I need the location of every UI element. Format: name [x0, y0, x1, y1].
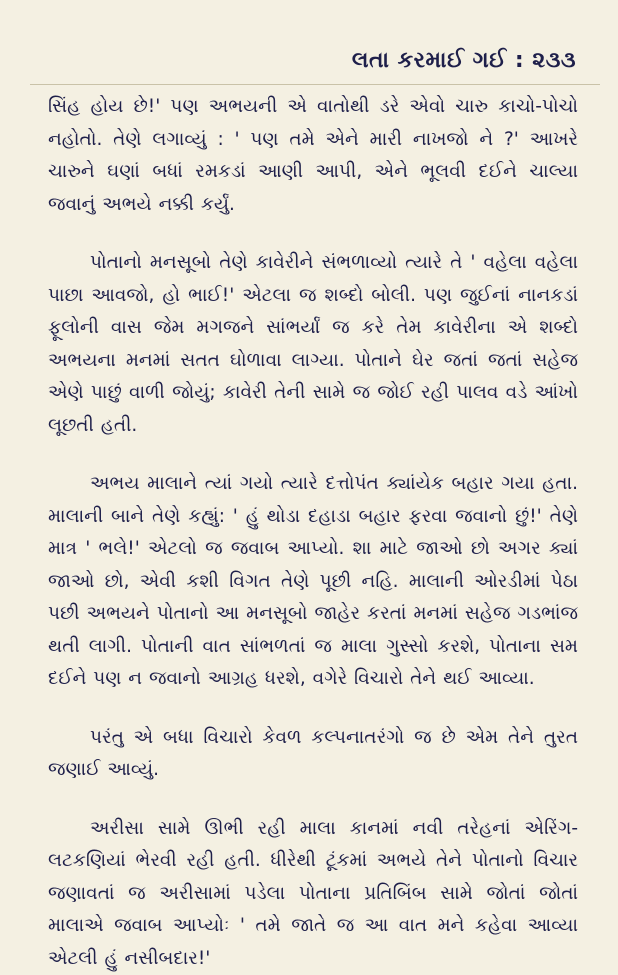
paragraph-4: પરંતુ એ બધા વિચારો કેવળ કલ્પનાતરંગો જ છે એમ તેને તુરત જણાઈ આવ્યું. [48, 726, 578, 780]
paragraph-2: પોતાનો મનસૂબો તેણે કાવેરીને સંભળાવ્યો ત્યારે તે ' વહેલા વહેલા પાછા આવજો, હો ભાઈ!' એટલા જ શબ્દો બોલી. પણ જુઈનાં નાનકડાં ફૂલોની વાસ જેમ મગજને સાંભર્યાં જ કરે તેમ કાવેરીના એ શબ્દો અભયના મનમાં સતત ઘોળાવા લાગ્યા. પોતાને ઘેર જતાં જતાં સહેજ એણે પાછું વાળી જોયું; કાવેરી તેની સામે જ જોઈ રહી પાલવ વડે આંખો લૂછતી હતી. [48, 252, 578, 436]
paragraph-1: સિંહ હોય છે!' પણ અભયની એ વાતોથી ડરે એવો ચારુ કાચો-પોચો નહોતો. તેણે લગાવ્યું : ' પણ તમે એને મારી નાખજો ને ?' આખરે ચારુને ઘણાં બધાં રમકડાં આણી આપી, એને ભૂલવી દઈને ચાલ્યા જવાનું અભયે નક્કી કર્યું. [48, 96, 578, 215]
header-rule [30, 84, 600, 85]
paragraph-5: અરીસા સામે ઊભી રહી માલા કાનમાં નવી તરેહનાં એરિંગ-લટકણિયાં ભેરવી રહી હતી. ધીરેથી ટૂંકમાં અભયે તેને પોતાનો વિચાર જણાવતાં જ અરીસામાં પડેલા પોતાના પ્રતિબિંબ સામે જોતાં જોતાં માલાએ જવાબ આપ્યોઃ ' તમે જાતે જ આ વાત મને કહેવા આવ્યા એટલી હું નસીબદાર!' [48, 817, 578, 969]
running-header: લતા કરમાઈ ગઈ : ૨૩૩ [351, 48, 576, 73]
paragraph-3: અભય માલાને ત્યાં ગયો ત્યારે દત્તોપંત ક્યાંયેક બહાર ગયા હતા. માલાની બાને તેણે કહ્યું: ' હું થોડા દહાડા બહાર ફરવા જવાનો છું!' તેણે માત્ર ' ભલે!' એટલો જ જવાબ આપ્યો. શા માટે જાઓ છો અગર ક્યાં જાઓ છો, એવી કશી વિગત તેણે પૂછી નહિ. માલાની ઓરડીમાં પેઠા પછી અભયને પોતાનો આ મનસૂબો જાહેર કરતાં મનમાં સહેજ ગડભાંજ થતી લાગી. પોતાની વાત સાંભળતાં જ માલા ગુસ્સો કરશે, પોતાના સમ દઈને પણ ન જવાનો આગ્રહ ધરશે, વગેરે વિચારો તેને થઈ આવ્યા. [48, 473, 578, 689]
